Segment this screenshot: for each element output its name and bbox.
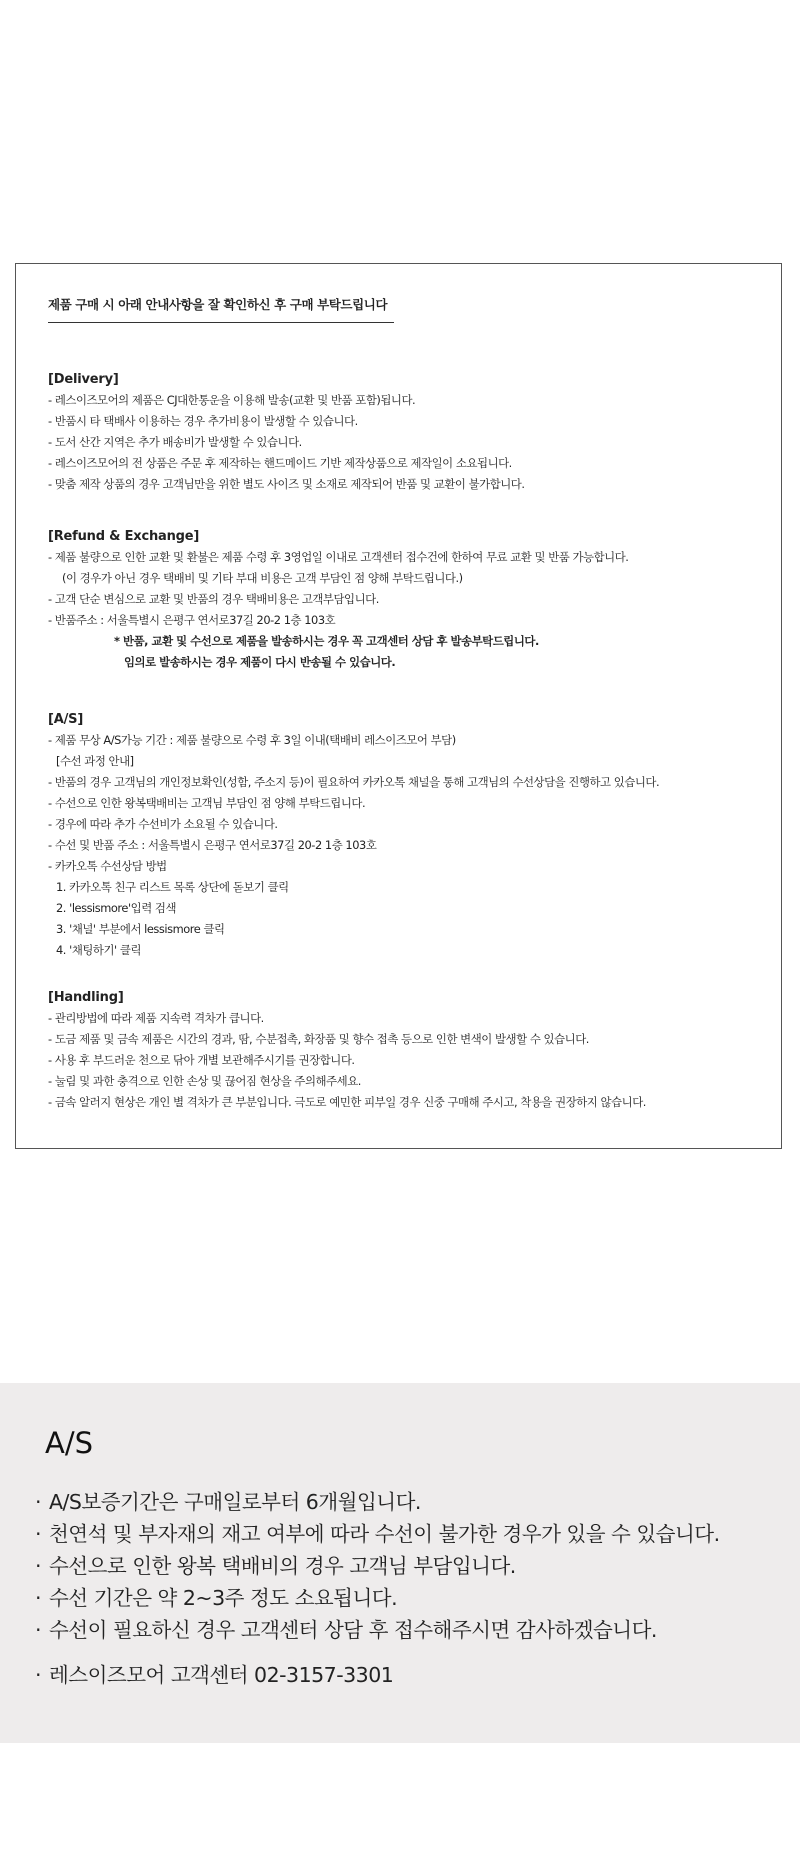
delivery-section [48,369,763,495]
as-item-text: 천연석 및 부자재의 재고 여부에 따라 수선이 불가한 경우가 있을 수 있습니다. [49,1522,720,1546]
handling-line: - 도금 제품 및 금속 제품은 시간의 경과, 땀, 수분접촉, 화장품 및 향수 접촉 등으로 인한 변색이 발생할 수 있습니다. [48,1032,589,1046]
delivery-line: - 맞춤 제작 상품의 경우 고객님만을 위한 별도 사이즈 및 소재로 제작되어 반품 및 교환이 불가합니다. [48,477,525,491]
as-panel-title: A/S [45,1426,94,1460]
handling-line: - 관리방법에 따라 제품 지속력 격차가 큽니다. [48,1011,264,1025]
refund-warning: 임의로 발송하시는 경우 제품이 다시 반송될 수 있습니다. [124,655,396,669]
kakao-step: 3. '채널' 부분에서 lessismore 클릭 [56,922,225,936]
notice-title: 제품 구매 시 아래 안내사항을 잘 확인하신 후 구매 부탁드립니다 [48,297,388,312]
customer-center-contact [35,1659,393,1691]
as-item-text: A/S보증기간은 구매일로부터 6개월입니다. [49,1490,421,1514]
list-item [35,1486,720,1518]
refund-section [48,526,763,673]
handling-line: - 금속 알러지 현상은 개인 별 격차가 큰 부분입니다. 극도로 예민한 피부일 경우 신중 구매해 주시고, 착용을 권장하지 않습니다. [48,1095,646,1109]
as-heading: [A/S] [48,712,84,727]
handling-line: - 사용 후 부드러운 천으로 닦아 개별 보관해주시기를 권장합니다. [48,1053,355,1067]
handling-section [48,987,763,1113]
refund-line: - 고객 단순 변심으로 교환 및 반품의 경우 택배비용은 고객부담입니다. [48,592,379,606]
return-address: - 반품주소 : 서울특별시 은평구 연서로37길 20-2 1층 103호 [48,613,336,627]
kakao-step: 4. '채팅하기' 클릭 [56,943,141,957]
delivery-line: - 반품시 타 택배사 이용하는 경우 추가비용이 발생할 수 있습니다. [48,414,358,428]
bullet-icon: · [35,1586,42,1610]
as-line: - 제품 무상 A/S가능 기간 : 제품 불량으로 수령 후 3일 이내(택배비 레스이즈모어 부담) [48,733,456,747]
as-line: - 반품의 경우 고객님의 개인정보확인(성함, 주소지 등)이 필요하여 카카오톡 채널을 통해 고객님의 수선상담을 진행하고 있습니다. [48,775,660,789]
refund-heading: [Refund & Exchange] [48,529,200,544]
as-section [48,709,763,961]
title-underline [48,322,394,323]
delivery-line: - 레스이즈모어의 전 상품은 주문 후 제작하는 핸드메이드 기반 제작상품으로 제작일이 소요됩니다. [48,456,512,470]
as-item-text: 수선 기간은 약 2~3주 정도 소요됩니다. [49,1586,398,1610]
as-item-text: 수선으로 인한 왕복 택배비의 경우 고객님 부담입니다. [49,1554,516,1578]
as-line: - 수선으로 인한 왕복택배비는 고객님 부담인 점 양해 부탁드립니다. [48,796,366,810]
list-item [35,1614,720,1646]
delivery-line: - 레스이즈모어의 제품은 CJ대한통운을 이용해 발송(교환 및 반품 포함)됩니다. [48,393,416,407]
bullet-icon: · [35,1490,42,1514]
as-info-panel [0,1383,800,1743]
list-item [35,1550,720,1582]
refund-line: - 제품 불량으로 인한 교환 및 환불은 제품 수령 후 3영업일 이내로 고객센터 접수건에 한하여 무료 교환 및 반품 가능합니다. [48,550,629,564]
kakao-step: 1. 카카오톡 친구 리스트 목록 상단에 돋보기 클릭 [56,880,289,894]
handling-line: - 눌림 및 과한 충격으로 인한 손상 및 끊어짐 현상을 주의해주세요. [48,1074,361,1088]
delivery-heading: [Delivery] [48,372,119,387]
bullet-icon: · [35,1663,42,1687]
contact-text: 레스이즈모어 고객센터 02-3157-3301 [49,1663,394,1687]
handling-heading: [Handling] [48,990,124,1005]
notice-box [15,263,782,1149]
as-line: - 경우에 따라 추가 수선비가 소요될 수 있습니다. [48,817,278,831]
bullet-icon: · [35,1522,42,1546]
kakao-step: 2. 'lessismore'입력 검색 [56,901,177,915]
delivery-line: - 도서 산간 지역은 추가 배송비가 발생할 수 있습니다. [48,435,302,449]
bullet-icon: · [35,1554,42,1578]
bullet-icon: · [35,1618,42,1642]
as-item-text: 수선이 필요하신 경우 고객센터 상담 후 접수해주시면 감사하겠습니다. [49,1618,657,1642]
as-line: - 수선 및 반품 주소 : 서울특별시 은평구 연서로37길 20-2 1층 103호 [48,838,377,852]
refund-line: (이 경우가 아닌 경우 택배비 및 기타 부대 비용은 고객 부담인 점 양해 부탁드립니다.) [62,571,463,585]
list-item [35,1582,720,1614]
as-line: - 카카오톡 수선상담 방법 [48,859,167,873]
as-subheading: [수선 과정 안내] [56,754,134,768]
as-panel-list [35,1486,720,1646]
list-item [35,1518,720,1550]
refund-warning: * 반품, 교환 및 수선으로 제품을 발송하시는 경우 꼭 고객센터 상담 후 발송부탁드립니다. [114,634,539,648]
